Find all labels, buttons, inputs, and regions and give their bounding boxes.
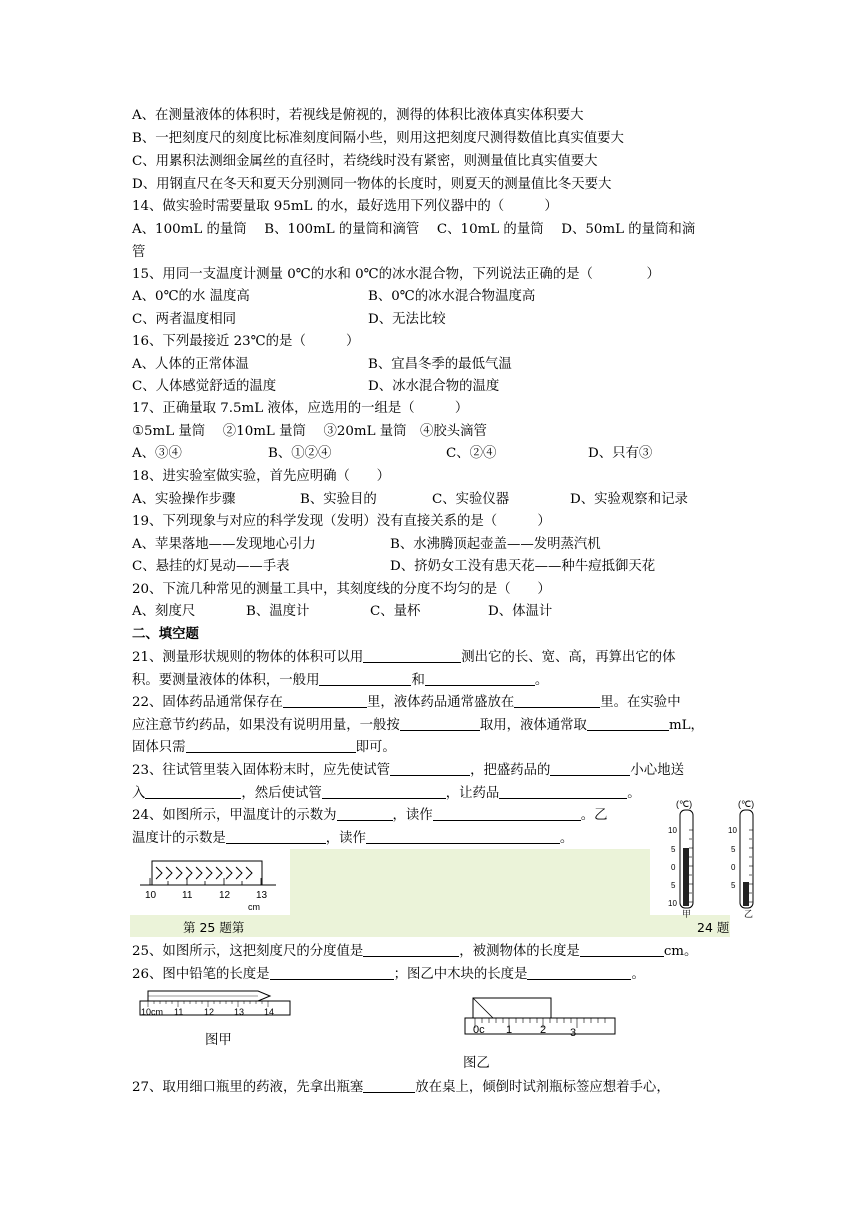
q23-text: ，让药品 bbox=[445, 786, 500, 801]
q21-text: 积。要测量液体的体积，一般用 bbox=[132, 673, 320, 688]
question-23-line1 bbox=[132, 761, 684, 781]
ruler-unit: cm bbox=[248, 902, 260, 912]
tick-label: 3 bbox=[570, 1027, 577, 1039]
answer-blank[interactable] bbox=[145, 784, 241, 799]
option-b: B、实验目的 bbox=[300, 492, 377, 507]
therm-jia-labels bbox=[668, 826, 677, 908]
answer-blank[interactable] bbox=[587, 716, 669, 731]
question-22-line3 bbox=[132, 738, 396, 758]
option-c: C、人体感觉舒适的温度 bbox=[132, 379, 277, 394]
answer-blank[interactable] bbox=[363, 648, 461, 663]
tick-label: 1 bbox=[506, 1024, 513, 1036]
q26-text: 。 bbox=[631, 967, 645, 982]
q22-text: 里，液体药品通常盛放在 bbox=[366, 695, 515, 710]
answer-blank[interactable] bbox=[527, 965, 631, 980]
q24-text: 。 bbox=[559, 831, 574, 846]
question-23-line2 bbox=[132, 784, 641, 804]
ruler-labels bbox=[145, 890, 268, 912]
q21-text: 21、测量形状规则的物体的体积可以用 bbox=[132, 650, 364, 665]
therm-yi-liquid bbox=[743, 882, 749, 906]
answer-blank[interactable] bbox=[270, 965, 394, 980]
section-heading: 二、填空题 bbox=[132, 627, 199, 642]
answer-blank[interactable] bbox=[322, 784, 446, 799]
option-a: A、人体的正常体温 bbox=[132, 357, 249, 372]
answer-blank[interactable] bbox=[400, 716, 480, 731]
tick-label: 12 bbox=[204, 1007, 215, 1017]
q24-text: 24、如图所示，甲温度计的示数为 bbox=[132, 808, 337, 823]
answer-blank[interactable] bbox=[226, 829, 326, 844]
question-24-line2 bbox=[132, 829, 573, 849]
q22-text: 即可。 bbox=[355, 740, 396, 755]
q26-text: 26、图中铅笔的长度是 bbox=[132, 967, 270, 982]
q24-text: ，读作 bbox=[392, 808, 433, 823]
answer-blank[interactable] bbox=[363, 1078, 415, 1093]
caption-q25: 第 25 题第 bbox=[183, 920, 245, 935]
option-b: B、温度计 bbox=[246, 604, 310, 619]
option-c: C、两者温度相同 bbox=[132, 312, 236, 327]
tick-label: 2 bbox=[540, 1024, 547, 1036]
option-a: A、苹果落地——发现地心引力 bbox=[132, 537, 316, 552]
option-d: D、实验观察和记录 bbox=[570, 492, 688, 507]
wooden-block bbox=[473, 998, 551, 1018]
option-c: C、②④ bbox=[446, 446, 497, 461]
question-20: 20、下流几种常见的测量工具中，其刻度线的分度不均匀的是（ ） bbox=[132, 582, 551, 597]
q21-text: 测出它的长、宽、高，再算出它的体 bbox=[461, 650, 676, 665]
option-d-prev: D、用钢直尺在冬天和夏天分别测同一物体的长度时，则夏天的测量值比冬天要大 bbox=[132, 177, 612, 192]
q22-text: mL， bbox=[668, 718, 704, 733]
tick-label: 10 bbox=[668, 826, 677, 835]
caption-q24: 24 题 bbox=[697, 920, 730, 935]
tick-label: 5 bbox=[671, 881, 676, 890]
question-21-line2 bbox=[132, 671, 548, 691]
figure-jia-caption: 图甲 bbox=[205, 1033, 232, 1048]
q27-text: 27、取用细口瓶里的药液，先拿出瓶塞 bbox=[132, 1080, 364, 1095]
pencil-figure bbox=[138, 986, 298, 1024]
block-figure bbox=[463, 994, 619, 1040]
question-17: 17、正确量取 7.5mL 液体，应选用的一组是（ ） bbox=[132, 401, 469, 416]
q25-text: ，被测物体的长度是 bbox=[459, 944, 580, 959]
answer-blank[interactable] bbox=[433, 806, 581, 821]
tick-label: 13 bbox=[234, 1007, 245, 1017]
tick-label: 0c bbox=[473, 1024, 485, 1036]
tick-label: 14 bbox=[264, 1007, 275, 1017]
therm-jia-label: 甲 bbox=[682, 909, 692, 919]
option-d: D、体温计 bbox=[488, 604, 553, 619]
question-15: 15、用同一支温度计测量 0℃的水和 0℃的冰水混合物，下列说法正确的是（ ） bbox=[132, 267, 660, 282]
option-b: B、水沸腾顶起壶盖——发明蒸汽机 bbox=[390, 537, 601, 552]
thermometers-figure-q24 bbox=[662, 796, 762, 920]
q23-text: ，把盛药品的 bbox=[470, 763, 551, 778]
q22-text: 固体只需 bbox=[132, 740, 186, 755]
measured-object bbox=[152, 861, 262, 885]
question-26 bbox=[132, 965, 645, 985]
option-a: A、刻度尺 bbox=[132, 604, 196, 619]
option-d: D、挤奶女工没有患天花——种牛痘抵御天花 bbox=[390, 559, 656, 574]
answer-blank[interactable] bbox=[550, 761, 630, 776]
answer-blank[interactable] bbox=[366, 829, 560, 844]
option-c-prev: C、用累积法测细金属丝的直径时，若绕线时没有紧密，则测量值比真实值要大 bbox=[132, 154, 598, 169]
q22-text: 取用，液体通常取 bbox=[479, 718, 587, 733]
answer-blank[interactable] bbox=[390, 761, 470, 776]
q23-text: 23、往试管里装入固体粉末时，应先使试管 bbox=[132, 763, 391, 778]
q27-text: 放在桌上，倾倒时试剂瓶标签应想着手心， bbox=[415, 1080, 670, 1095]
answer-blank[interactable] bbox=[580, 942, 664, 957]
question-14: 14、做实验时需要量取 95mL 的水，最好选用下列仪器中的（ ） bbox=[132, 199, 558, 214]
q24-text: ，读作 bbox=[325, 831, 366, 846]
q23-text: 小心地送 bbox=[630, 763, 684, 778]
question-21-line1 bbox=[132, 648, 676, 668]
q21-text: 和 bbox=[411, 673, 425, 688]
option-c: C、悬挂的灯晃动——手表 bbox=[132, 559, 290, 574]
tick-label: 5 bbox=[671, 845, 676, 854]
ruler-figure-q25 bbox=[140, 850, 280, 916]
tick-label: 11 bbox=[182, 890, 193, 901]
therm-jia-unit: (℃) bbox=[676, 799, 693, 809]
q22-text: 里。在实验中 bbox=[600, 695, 681, 710]
q23-text: 。 bbox=[627, 786, 641, 801]
q24-text: 温度计的示数是 bbox=[132, 831, 226, 846]
option-d: D、冰水混合物的温度 bbox=[368, 379, 500, 394]
answer-blank[interactable] bbox=[514, 693, 600, 708]
question-24-line1 bbox=[132, 806, 607, 826]
therm-yi-labels bbox=[728, 826, 737, 890]
option-c: C、量杯 bbox=[370, 604, 421, 619]
question-17-list: ①5mL 量筒 ②10mL 量筒 ③20mL 量筒 ④胶头滴管 bbox=[132, 424, 487, 439]
q24-text: 。乙 bbox=[580, 808, 608, 823]
question-25 bbox=[132, 942, 697, 962]
tick-label: 10 bbox=[668, 899, 677, 908]
question-22-line2 bbox=[132, 716, 704, 736]
tick-label: 10cm bbox=[141, 1007, 164, 1017]
option-c: C、实验仪器 bbox=[432, 492, 510, 507]
q26-text: ；图乙中木块的长度是 bbox=[393, 967, 528, 982]
question-14-options-cont: 管 bbox=[132, 245, 146, 260]
therm-yi-label: 乙 bbox=[744, 909, 754, 919]
question-18: 18、进实验室做实验，首先应明确（ ） bbox=[132, 469, 391, 484]
q25-text: 25、如图所示，这把刻度尺的分度值是 bbox=[132, 944, 364, 959]
q22-text: 应注意节约药品，如果没有说明用量，一般按 bbox=[132, 718, 400, 733]
figure-placeholder bbox=[290, 849, 650, 915]
option-a-prev: A、在测量液体的体积时，若视线是俯视的，测得的体积比液体真实体积要大 bbox=[132, 108, 584, 123]
answer-blank[interactable] bbox=[499, 784, 627, 799]
tick-label: 12 bbox=[219, 890, 231, 901]
q22-text: 22、固体药品通常保存在 bbox=[132, 695, 283, 710]
tick-label: 0 bbox=[731, 863, 736, 872]
option-b: B、①②④ bbox=[268, 446, 332, 461]
therm-yi-unit: (℃) bbox=[738, 799, 755, 809]
question-16: 16、下列最接近 23℃的是（ ） bbox=[132, 334, 360, 349]
answer-blank[interactable] bbox=[186, 738, 356, 753]
answer-blank[interactable] bbox=[337, 806, 393, 821]
figure-yi-caption: 图乙 bbox=[463, 1056, 490, 1071]
tick-label: 13 bbox=[256, 890, 268, 901]
answer-blank[interactable] bbox=[283, 693, 367, 708]
option-a: A、0℃的水 温度高 bbox=[132, 289, 250, 304]
answer-blank[interactable] bbox=[425, 671, 535, 686]
question-22-line1 bbox=[132, 693, 681, 713]
option-d: D、只有③ bbox=[588, 446, 653, 461]
option-a: A、③④ bbox=[132, 446, 182, 461]
q21-text: 。 bbox=[534, 673, 549, 688]
option-b: B、宜昌冬季的最低气温 bbox=[368, 357, 512, 372]
option-d: D、无法比较 bbox=[368, 312, 446, 327]
option-b-prev: B、一把刻度尺的刻度比标准刻度间隔小些，则用这把刻度尺测得数值比真实值要大 bbox=[132, 131, 624, 146]
q23-text: 入 bbox=[132, 786, 146, 801]
tick-label: 5 bbox=[731, 845, 736, 854]
tick-label: 10 bbox=[728, 826, 737, 835]
question-27 bbox=[132, 1078, 670, 1098]
option-a: A、实验操作步骤 bbox=[132, 492, 236, 507]
answer-blank[interactable] bbox=[363, 942, 459, 957]
q23-text: ，然后使试管 bbox=[241, 786, 322, 801]
option-b: B、0℃的冰水混合物温度高 bbox=[368, 289, 536, 304]
q25-text: cm。 bbox=[663, 944, 698, 959]
answer-blank[interactable] bbox=[319, 671, 411, 686]
tick-label: 0 bbox=[671, 863, 676, 872]
tick-label: 11 bbox=[174, 1007, 184, 1017]
therm-jia-liquid bbox=[683, 848, 689, 906]
question-14-options: A、100mL 的量筒 B、100mL 的量筒和滴管 C、10mL 的量筒 D、50mL 的量筒和滴 bbox=[132, 222, 696, 237]
tick-label: 5 bbox=[731, 881, 736, 890]
question-19: 19、下列现象与对应的科学发现（发明）没有直接关系的是（ ） bbox=[132, 514, 551, 529]
tick-label: 10 bbox=[145, 890, 157, 901]
